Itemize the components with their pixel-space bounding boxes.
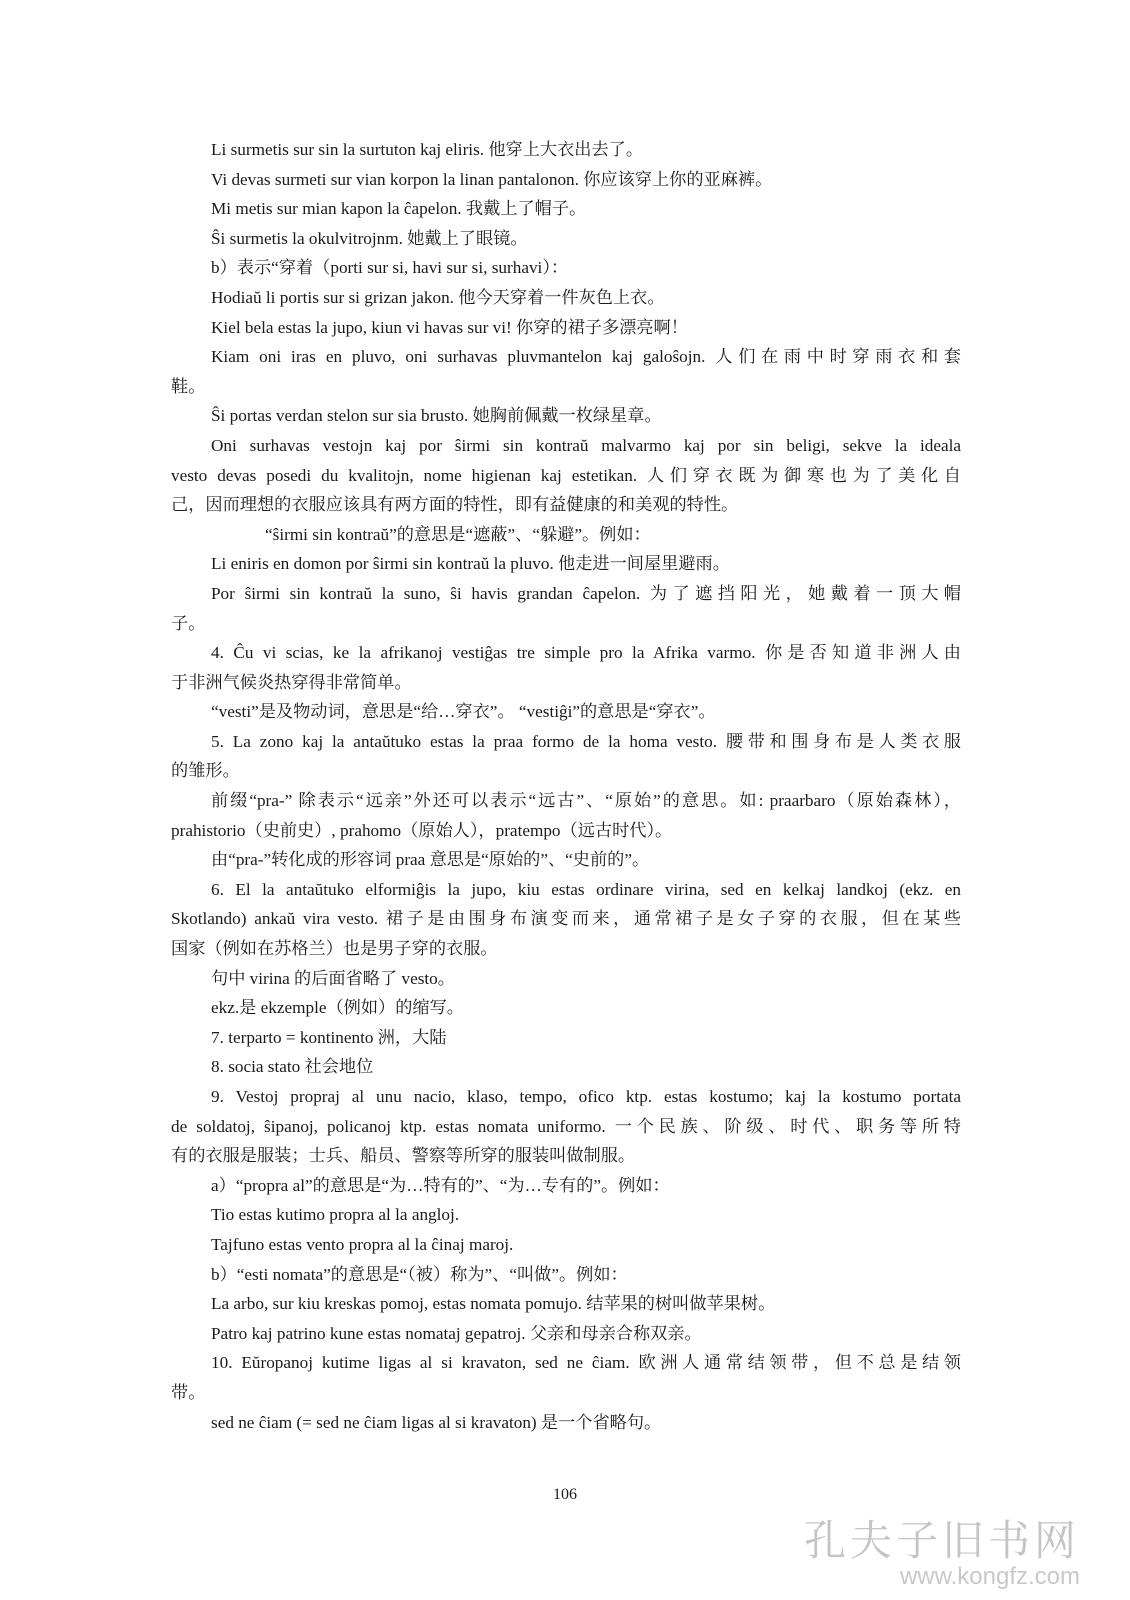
text-line: Por ŝirmi sin kontraŭ la suno, ŝi havis grandan ĉapelon. 为了遮挡阳光，她戴着一顶大帽 <box>211 583 961 603</box>
text-line: Patro kaj patrino kune estas nomataj gepatroj. 父亲和母亲合称双亲。 <box>211 1323 702 1343</box>
text-line: 句中 virina 的后面省略了 vesto。 <box>211 968 455 988</box>
text-line: “ŝirmi sin kontraŭ”的意思是“遮蔽”、“躲避”。例如： <box>265 524 651 544</box>
page-body-text <box>171 135 961 1437</box>
text-line: 鞋。 <box>171 376 206 396</box>
text-line: 有的衣服是服装；士兵、船员、警察等所穿的服装叫做制服。 <box>171 1146 636 1166</box>
text-line: Li surmetis sur sin la surtuton kaj eliris. 他穿上大衣出去了。 <box>211 140 644 159</box>
watermark-site-name: 孔夫子旧书网 <box>803 1516 1080 1565</box>
text-line: b）表示“穿着（porti sur si, havi sur si, surhavi）： <box>211 258 569 278</box>
text-line: ekz.是 ekzemple（例如）的缩写。 <box>211 998 464 1018</box>
text-line: Mi metis sur mian kapon la ĉapelon. 我戴上了帽子。 <box>211 199 587 219</box>
text-line: prahistorio（史前史）, prahomo（原始人），pratempo（远古时代）。 <box>171 820 673 840</box>
text-line: Tajfuno estas vento propra al la ĉinaj maroj. <box>211 1234 514 1254</box>
text-line: “vesti”是及物动词，意思是“给…穿衣”。 “vestiĝi”的意思是“穿衣”。 <box>211 702 716 722</box>
text-line: Li eniris en domon por ŝirmi sin kontraŭ la pluvo. 他走进一间屋里避雨。 <box>211 554 730 574</box>
text-line: 由“pra-”转化成的形容词 praa 意思是“原始的”、“史前的”。 <box>211 850 650 870</box>
text-line: 9. Vestoj propraj al unu nacio, klaso, tempo, ofico ktp. estas kostumo; kaj la kostumo portata <box>211 1087 961 1106</box>
text-line: Vi devas surmeti sur vian korpon la linan pantalonon. 你应该穿上你的亚麻裤。 <box>211 169 773 189</box>
text-line: 6. El la antaŭtuko elformiĝis la jupo, kiu estas ordinare virina, sed en kelkaj landkoj (ekz. en <box>211 879 961 899</box>
text-line: 5. La zono kaj la antaŭtuko estas la praa formo de la homa vesto. 腰带和围身布是人类衣服 <box>211 731 961 751</box>
text-line: La arbo, sur kiu kreskas pomoj, estas nomata pomujo. 结苹果的树叫做苹果树。 <box>211 1294 776 1314</box>
text-line: 10. Eŭropanoj kutime ligas al si kravaton, sed ne ĉiam. 欧洲人通常结领带，但不总是结领 <box>211 1353 961 1373</box>
text-line: sed ne ĉiam (= sed ne ĉiam ligas al si kravaton) 是一个省略句。 <box>211 1412 662 1432</box>
text-line: 前缀“pra-” 除表示“远亲”外还可以表示“远古”、“原始”的意思。如: praarbaro（原始森林）， <box>211 791 961 811</box>
text-line: 子。 <box>171 613 206 633</box>
text-line: Hodiaŭ li portis sur si grizan jakon. 他今天穿着一件灰色上衣。 <box>211 287 665 307</box>
text-line: 己，因而理想的衣服应该具有两方面的特性，即有益健康的和美观的特性。 <box>171 495 739 515</box>
watermark <box>804 1518 1080 1590</box>
text-line: b）“esti nomata”的意思是“（被）称为”、“叫做”。例如： <box>211 1264 628 1284</box>
text-line: Ŝi surmetis la okulvitrojnm. 她戴上了眼镜。 <box>211 228 528 248</box>
text-line: a）“propra al”的意思是“为…特有的”、“为…专有的”。例如： <box>211 1175 670 1195</box>
text-line: 的雏形。 <box>171 761 240 781</box>
page-number: 106 <box>553 1486 577 1503</box>
text-line: de soldatoj, ŝipanoj, policanoj ktp. estas nomata uniformo. 一个民族、阶级、时代、职务等所特 <box>171 1116 961 1136</box>
text-line: 于非洲气候炎热穿得非常简单。 <box>171 672 412 692</box>
text-line: 7. terparto = kontinento 洲，大陆 <box>211 1027 447 1047</box>
text-line: 8. socia stato 社会地位 <box>211 1057 374 1077</box>
text-line: 4. Ĉu vi scias, ke la afrikanoj vestiĝas tre simple pro la Afrika varmo. 你是否知道非洲人由 <box>211 643 961 663</box>
text-line: Ŝi portas verdan stelon sur sia brusto. 她胸前佩戴一枚绿星章。 <box>211 406 662 426</box>
text-line: 带。 <box>171 1382 206 1402</box>
text-line: Tio estas kutimo propra al la angloj. <box>211 1205 460 1225</box>
text-line: 国家（例如在苏格兰）也是男子穿的衣服。 <box>171 939 498 959</box>
text-line: Skotlando) ankaŭ vira vesto. 裙子是由围身布演变而来，通常裙子是女子穿的衣服，但在某些 <box>171 909 961 929</box>
text-line: Kiam oni iras en pluvo, oni surhavas pluvmantelon kaj galoŝojn. 人们在雨中时穿雨衣和套 <box>211 347 961 367</box>
text-line: Kiel bela estas la jupo, kiun vi havas sur vi! 你穿的裙子多漂亮啊！ <box>211 317 688 337</box>
watermark-url: www.kongfz.com <box>899 1563 1080 1590</box>
text-line: Oni surhavas vestojn kaj por ŝirmi sin kontraŭ malvarmo kaj por sin beligi, sekve la ideala <box>211 435 961 455</box>
text-line: vesto devas posedi du kvalitojn, nome higienan kaj estetikan. 人们穿衣既为御寒也为了美化自 <box>171 465 961 485</box>
